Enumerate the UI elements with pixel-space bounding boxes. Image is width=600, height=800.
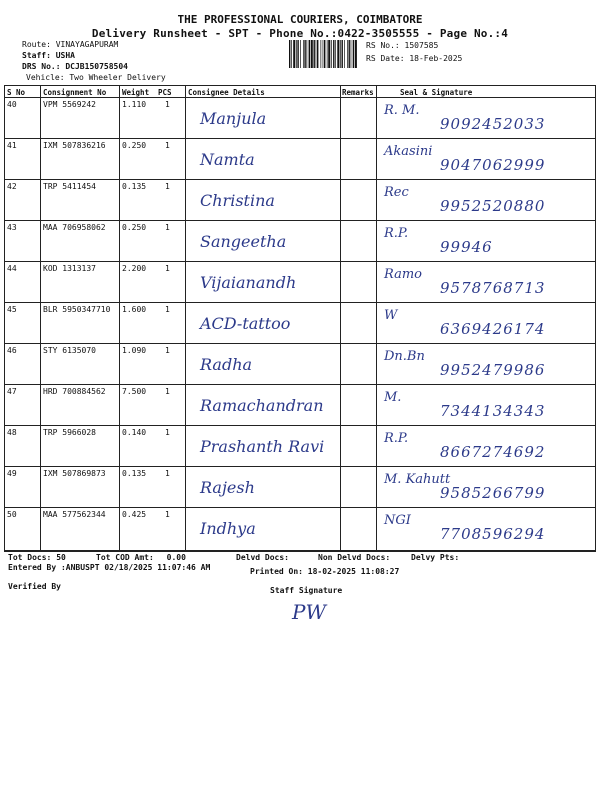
row-pcs: 1 xyxy=(165,100,170,109)
row-weight: 7.500 xyxy=(122,387,147,396)
staff-signature-label xyxy=(270,586,342,595)
row-pcs: 1 xyxy=(165,428,170,437)
row-pcs: 1 xyxy=(165,469,170,478)
staff-signature-text: Staff Signature xyxy=(270,586,343,595)
row-sno: 41 xyxy=(7,141,17,150)
column-divider xyxy=(119,85,120,551)
vehicle-label: Vehicle: xyxy=(26,73,65,82)
signature: R.P. xyxy=(384,226,409,241)
signature: Akasini xyxy=(384,144,433,159)
recipient-phone: 9092452033 xyxy=(440,115,546,133)
column-divider xyxy=(40,85,41,551)
col-header-sno: S No xyxy=(7,88,26,97)
consignee-name: Ramachandran xyxy=(200,396,324,415)
rs-no-label: RS No.: xyxy=(366,41,400,50)
delvd-label: Delvd Docs: xyxy=(236,553,289,562)
verified-by xyxy=(8,582,61,591)
row-consignment: HRD 700884562 xyxy=(43,387,106,396)
row-consignment: TRP 5966028 xyxy=(43,428,96,437)
recipient-phone: 9952479986 xyxy=(440,361,546,379)
rs-date-label: RS Date: xyxy=(366,54,405,63)
tot-cod-value: 0.00 xyxy=(166,553,186,562)
row-divider xyxy=(4,343,596,344)
recipient-phone: 7708596294 xyxy=(440,525,546,543)
signature: R.P. xyxy=(384,431,409,446)
row-weight: 0.250 xyxy=(122,141,147,150)
rs-no-value: 1507585 xyxy=(404,41,439,50)
row-divider xyxy=(4,466,596,467)
delvy-pts-label: Delvy Pts: xyxy=(411,553,460,562)
signature: R. M. xyxy=(384,103,420,118)
col-header-signature: Seal & Signature xyxy=(400,88,473,97)
row-consignment: KOD 1313137 xyxy=(43,264,96,273)
runsheet-subtitle: Delivery Runsheet - SPT - Phone No.:0422-3505555 - Page No.:4 xyxy=(91,27,509,40)
column-divider xyxy=(185,85,186,551)
route-info xyxy=(22,40,118,49)
consignee-name: Radha xyxy=(200,355,253,374)
row-sno: 50 xyxy=(7,510,17,519)
rs-date-value: 18-Feb-2025 xyxy=(409,54,463,63)
entered-by xyxy=(8,563,210,572)
staff-label: Staff: xyxy=(22,51,51,60)
row-pcs: 1 xyxy=(165,346,170,355)
row-sno: 49 xyxy=(7,469,17,478)
row-pcs: 1 xyxy=(165,141,170,150)
consignee-name: Vijaianandh xyxy=(200,273,297,292)
row-weight: 0.135 xyxy=(122,469,147,478)
row-sno: 46 xyxy=(7,346,17,355)
footer-divider xyxy=(4,551,596,552)
row-pcs: 1 xyxy=(165,223,170,232)
non-delvd-docs xyxy=(318,553,390,562)
printed-on-text: Printed On: 18-02-2025 11:08:27 xyxy=(250,567,400,576)
row-consignment: IXM 507836216 xyxy=(43,141,106,150)
row-divider xyxy=(4,138,596,139)
route-label: Route: xyxy=(22,40,51,49)
delvy-pts xyxy=(411,553,459,562)
row-pcs: 1 xyxy=(165,387,170,396)
vehicle-info xyxy=(26,73,166,82)
row-weight: 0.135 xyxy=(122,182,147,191)
row-weight: 0.250 xyxy=(122,223,147,232)
verified-by-text: Verified By xyxy=(8,582,61,591)
row-consignment: BLR 5950347710 xyxy=(43,305,111,314)
drs-label: DRS No.: xyxy=(22,62,61,71)
column-divider xyxy=(376,85,377,551)
signature: NGI xyxy=(384,513,411,528)
barcode xyxy=(288,40,358,68)
consignee-name: Rajesh xyxy=(200,478,255,497)
row-weight: 2.200 xyxy=(122,264,147,273)
staff-info xyxy=(22,51,75,60)
staff-value: USHA xyxy=(55,51,75,60)
consignee-name: Sangeetha xyxy=(200,232,287,251)
consignee-name: ACD-tattoo xyxy=(200,314,291,333)
row-weight: 1.600 xyxy=(122,305,147,314)
signature: M. Kahutt xyxy=(384,472,451,487)
col-header-consignment: Consignment No xyxy=(43,88,107,97)
consignee-name: Indhya xyxy=(200,519,256,538)
signature: Dn.Bn xyxy=(384,349,425,364)
col-header-weight: Weight xyxy=(122,88,150,97)
row-consignment: TRP 5411454 xyxy=(43,182,96,191)
row-weight: 1.090 xyxy=(122,346,147,355)
recipient-phone: 8667274692 xyxy=(440,443,546,461)
signature: M. xyxy=(384,390,402,405)
row-sno: 42 xyxy=(7,182,17,191)
recipient-phone: 9952520880 xyxy=(440,197,546,215)
tot-docs-value: 50 xyxy=(56,553,66,562)
row-weight: 1.110 xyxy=(122,100,147,109)
row-divider xyxy=(4,507,596,508)
rs-no-info xyxy=(366,41,438,50)
row-consignment: IXM 507869873 xyxy=(43,469,106,478)
col-header-pcs: PCS xyxy=(158,88,172,97)
recipient-phone: 99946 xyxy=(440,238,493,256)
consignee-name: Namta xyxy=(200,150,255,169)
drs-value: DCJB150758504 xyxy=(65,62,128,71)
recipient-phone: 9585266799 xyxy=(440,484,546,502)
row-consignment: MAA 577562344 xyxy=(43,510,106,519)
company-title: THE PROFESSIONAL COURIERS, COIMBATORE xyxy=(177,13,423,26)
row-divider xyxy=(4,220,596,221)
row-consignment: VPM 5569242 xyxy=(43,100,96,109)
non-delvd-label: Non Delvd Docs: xyxy=(318,553,391,562)
recipient-phone: 7344134343 xyxy=(440,402,546,420)
row-sno: 44 xyxy=(7,264,17,273)
row-weight: 0.425 xyxy=(122,510,147,519)
rs-date-info xyxy=(366,54,462,63)
consignee-name: Manjula xyxy=(200,109,267,128)
signature: Rec xyxy=(384,185,409,200)
signature: Ramo xyxy=(384,267,422,282)
staff-signature-mark: PW xyxy=(292,600,327,624)
recipient-phone: 9578768713 xyxy=(440,279,546,297)
printed-on xyxy=(250,567,399,576)
col-header-consignee: Consignee Details xyxy=(188,88,265,97)
row-sno: 40 xyxy=(7,100,17,109)
recipient-phone: 6369426174 xyxy=(440,320,546,338)
row-weight: 0.140 xyxy=(122,428,147,437)
row-sno: 47 xyxy=(7,387,17,396)
entered-by-text: Entered By :ANBUSPT 02/18/2025 11:07:46 AM xyxy=(8,563,211,572)
row-divider xyxy=(4,302,596,303)
row-sno: 43 xyxy=(7,223,17,232)
row-pcs: 1 xyxy=(165,510,170,519)
totals-line xyxy=(8,553,66,562)
row-divider xyxy=(4,261,596,262)
route-value: VINAYAGAPURAM xyxy=(55,40,119,49)
row-pcs: 1 xyxy=(165,264,170,273)
row-divider xyxy=(4,384,596,385)
consignee-name: Christina xyxy=(200,191,275,210)
row-consignment: MAA 706958062 xyxy=(43,223,106,232)
row-divider xyxy=(4,425,596,426)
vehicle-value: Two Wheeler Delivery xyxy=(69,73,166,82)
row-divider xyxy=(4,179,596,180)
row-sno: 45 xyxy=(7,305,17,314)
row-consignment: STY 6135070 xyxy=(43,346,96,355)
row-sno: 48 xyxy=(7,428,17,437)
tot-cod-label: Tot COD Amt: xyxy=(96,553,154,562)
tot-docs-label: Tot Docs: xyxy=(8,553,52,562)
col-header-remarks: Remarks xyxy=(342,88,374,97)
recipient-phone: 9047062999 xyxy=(440,156,546,174)
signature: W xyxy=(384,308,398,323)
column-divider xyxy=(340,85,341,551)
consignee-name: Prashanth Ravi xyxy=(200,437,325,456)
row-pcs: 1 xyxy=(165,182,170,191)
tot-cod xyxy=(96,553,186,562)
header-divider xyxy=(4,97,596,98)
drs-info xyxy=(22,62,128,71)
row-pcs: 1 xyxy=(165,305,170,314)
runsheet-table xyxy=(4,85,596,551)
delvd-docs xyxy=(236,553,289,562)
